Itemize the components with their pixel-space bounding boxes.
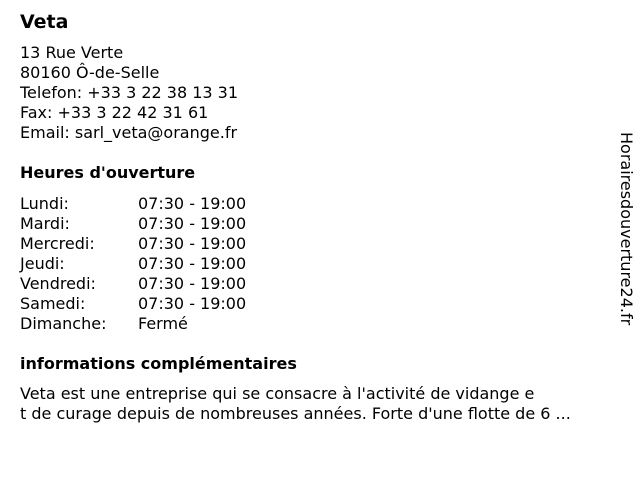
hours-row-thursday	[20, 254, 246, 274]
day-label: Samedi:	[20, 294, 86, 313]
time-range: 07:30 - 19:00	[138, 274, 247, 293]
time-range: Fermé	[138, 314, 188, 333]
day-label: Vendredi:	[20, 274, 96, 293]
phone-number: Telefon: +33 3 22 38 13 31	[20, 83, 239, 102]
hours-row-sunday	[20, 314, 246, 334]
time-range: 07:30 - 19:00	[138, 254, 247, 273]
time-range: 07:30 - 19:00	[138, 234, 247, 253]
site-watermark: Horairesdouverture24.fr	[617, 132, 636, 326]
additional-info-heading: informations complémentaires	[20, 354, 297, 373]
day-label: Dimanche:	[20, 314, 107, 333]
day-label: Mercredi:	[20, 234, 95, 253]
hours-row-saturday	[20, 294, 246, 314]
day-label: Lundi:	[20, 194, 69, 213]
time-range: 07:30 - 19:00	[138, 194, 247, 213]
hours-row-tuesday	[20, 214, 246, 234]
business-name: Veta	[20, 11, 69, 33]
opening-hours-heading: Heures d'ouverture	[20, 163, 196, 182]
day-label: Jeudi:	[20, 254, 65, 273]
hours-row-friday	[20, 274, 246, 294]
hours-row-wednesday	[20, 234, 246, 254]
time-range: 07:30 - 19:00	[138, 294, 247, 313]
fax-number: Fax: +33 3 22 42 31 61	[20, 103, 209, 122]
email-address: Email: sarl_veta@orange.fr	[20, 123, 238, 142]
address-city: 80160 Ô-de-Selle	[20, 63, 160, 82]
opening-hours-table	[20, 194, 246, 334]
hours-row-monday	[20, 194, 246, 214]
day-label: Mardi:	[20, 214, 70, 233]
contact-block	[20, 43, 238, 143]
address-street: 13 Rue Verte	[20, 43, 124, 62]
business-description	[20, 384, 620, 424]
time-range: 07:30 - 19:00	[138, 214, 247, 233]
description-line: Veta est une entreprise qui se consacre à l'activité de vidange e	[20, 384, 535, 403]
description-line: t de curage depuis de nombreuses années. Forte d'une flotte de 6 ...	[20, 404, 571, 423]
